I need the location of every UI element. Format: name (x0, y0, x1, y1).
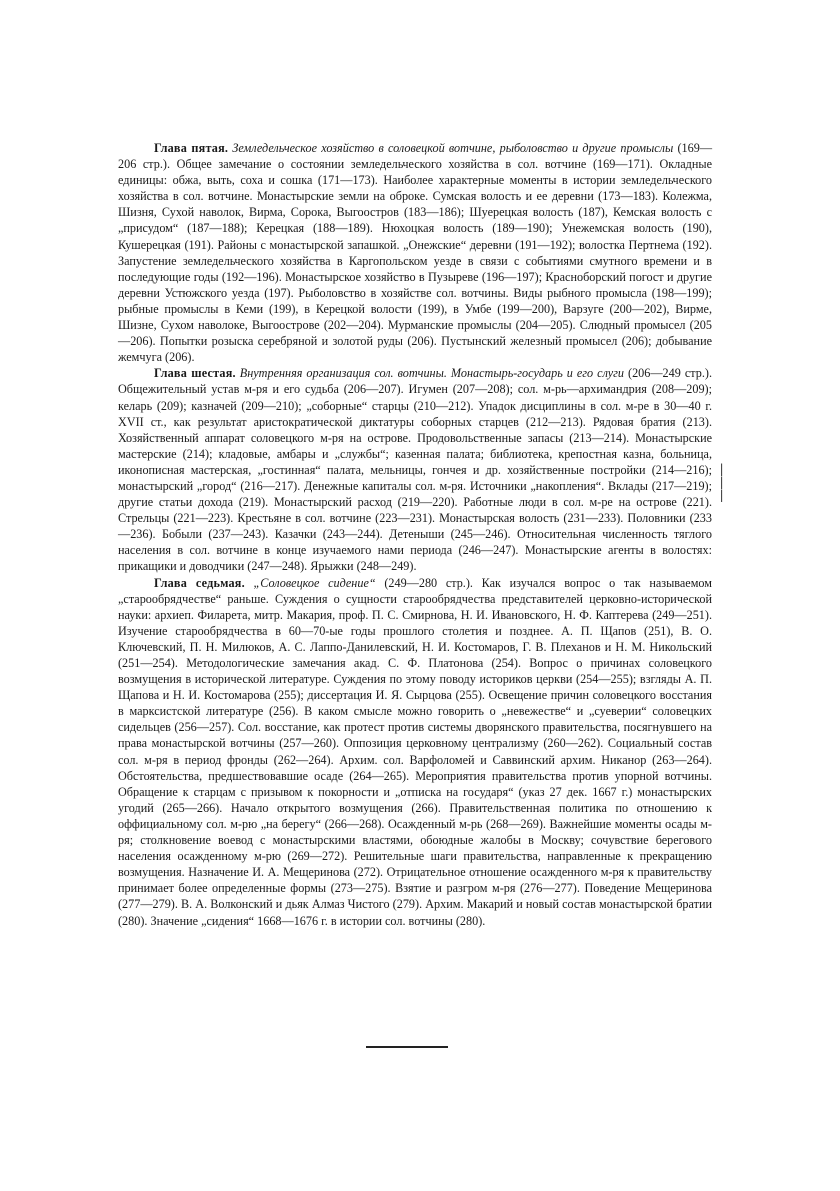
chapter-seven-body: (249—280 стр.). Как изучался вопрос о так называемом „старообрядчестве“ раньше. Суждения о сущности старообрядчества представителей церковно-исторической науки: архиеп. Филарета, митр. Макария, проф. П. С. Смирнова, Н. И. Ивановского, Н. Ф. Каптерева (249—251). Изучение старообрядчества в 60—70-ые годы прошлого столетия и позднее. А. П. Щапов (251), В. О. Ключевский, П. Н. Милюков, А. С. Лаппо-Данилевский, Н. И. Костомаров, Г. В. Плеханов и Н. М. Никольский (251—254). Методологические замечания акад. С. Ф. Платонова (254). Вопрос о причинах соловецкого возмущения в исторической литературе. Суждения по этому поводу историков церкви (254—255); взгляды А. П. Щапова и Н. И. Костомарова (255); диссертация И. Я. Сырцова (255). Освещение причин соловецкого восстания в марксистской литературе (256). В каком смысле можно говорить о „невежестве“ и „суеверии“ соловецких сидельцев (256—257). Сол. восстание, как протест против системы дворянского правительства, посягнувшего на права монастырской вотчины (257—260). Оппозиция церковному централизму (260—262). Социальный состав сол. м-ря в период фронды (262—264). Архим. сол. Варфоломей и Саввинский архим. Никанор (263—264). Обстоятельства, предшествовавшие осаде (264—265). Мероприятия правительства против упорной вотчины. Обращение к старцам с призывом к покорности и „отписка на государя“ (указ 27 дек. 1667 г.) монастырских угодий (265—266). Начало открытого возмущения (266). Правительственная политика по отношению к оффициальному сол. м-рю „на берегу“ (266—268). Осажденный м-рь (268—269). Важнейшие моменты осады м-ря; столкновение воевод с монастырскими властями, обоюдные жалобы в Москву; сочувствие берегового населения осажденному м-рю (269—272). Решительные шаги правительства, направленные к прекращению возмущения. Назначение И. А. Мещеринова (272). Отрицательное отношение осажденного м-ря к правительству принимает более определенные формы (273—275). Взятие и разгром м-ря (276—277). Поведение Мещеринова (277—279). В. А. Волконский и дьяк Алмаз Чистого (279). Архим. Макарий и новый состав монастырской братии (280). Значение „сидения“ 1668—1676 г. в истории сол. вотчины (280). (118, 575, 712, 928)
chapter-six-heading: Глава шестая. (154, 366, 236, 381)
chapter-six-subtitle: Внутренняя организация сол. вотчины. Монастырь-государь и его слуги (239, 366, 624, 381)
chapter-seven-entry (118, 575, 712, 929)
chapter-five-entry (118, 140, 712, 365)
chapter-seven-subtitle: „Соловецкое сидение“ (253, 575, 376, 590)
chapter-six-body: (206—249 стр.). Общежительный устав м-ря и его судьба (206—207). Игумен (207—208); сол. м-рь—архимандрия (208—209); келарь (209); казначей (209—210); „соборные“ старцы (210—212). Упадок дисциплины в сол. м-ре в 30—40 г. XVII ст., как результат аристократической диктатуры соборных старцев (212—213). Рядовая братия (213). Хозяйственный аппарат соловецкого м-ря на острове. Продовольственные запасы (213—214). Монастырские мастерские (214); кладовые, амбары и „службы“; казенная палата; библиотека, крепостная казна, больница, иконописная мастерская, „гостинная“ палата, мельницы, гончея и др. хозяйственные постройки (214—216); монастырский „город“ (216—217). Денежные капиталы сол. м-ря. Источники „накопления“. Вклады (217—219); другие статьи дохода (219). Монастырский расход (219—220). Работные люди в сол. м-ре на острове (221). Стрельцы (221—223). Крестьяне в сол. вотчине (223—231). Монастырская волость (231—233). Половники (233—236). Бобыли (237—243). Казачки (243—244). Детеныши (245—246). Относительная численность тяглого населения в сол. вотчине в конце изучаемого нами периода (246—247). Монастырские агенты в волостях: прикащики и доводчики (247—248). Ярыжки (248—249). (118, 366, 712, 574)
chapter-five-body: (169—206 стр.). Общее замечание о состоянии земледельческого хозяйства в сол. вотчине (169—171). Окладные единицы: обжа, выть, соха и сошка (171—173). Наиболее характерные моменты в истории земледельческого хозяйства в сол. вотчине. Монастырские земли на оброке. Сумская волость и ее деревни (173—183). Колежма, Шизня, Сухой наволок, Вирма, Сорока, Выгоостров (183—186); Шуерецкая волость (187), Кемская волость с „присудом“ (187—188); Керецкая (188—189). Нюхоцкая волость (189—190); Унежемская волость (190), Кушерецкая (191). Районы с монастырской запашкой. „Онежские“ деревни (191—192); волостка Пертнема (192). Запустение земледельческого хозяйства в Каргопольском уезде в связи с событиями смутного времени и в последующие годы (192—196). Монастырское хозяйство в Пузыреве (196—197); Красноборский погост и другие деревни Устюжского уезда (197). Рыболовство в хозяйстве сол. вотчины. Виды рыбного промысла (198—199); рыбные промыслы в Кеми (199), в Керецкой волости (199), в Умбе (199—200), Варзуге (200—202), Вирме, Шизне, Сухом наволоке, Выгоострове (202—204). Мурманские промыслы (204—205). Слюдный промысел (205—206). Попытки розыска серебряной и золотой руды (206). Пустынский железный промысел (206); добывание жемчуга (206). (118, 141, 713, 365)
chapter-six-entry (118, 365, 712, 574)
chapter-five-heading: Глава пятая. (154, 141, 229, 155)
chapter-five-subtitle: Земледельческое хозяйство в соловецкой вотчине, рыболовство и другие промыслы (232, 141, 674, 155)
margin-pencil-marks: | | | (718, 462, 726, 502)
closing-rule (366, 1046, 448, 1048)
table-of-contents-text (118, 140, 712, 929)
chapter-seven-heading: Глава седьмая. (154, 575, 245, 590)
